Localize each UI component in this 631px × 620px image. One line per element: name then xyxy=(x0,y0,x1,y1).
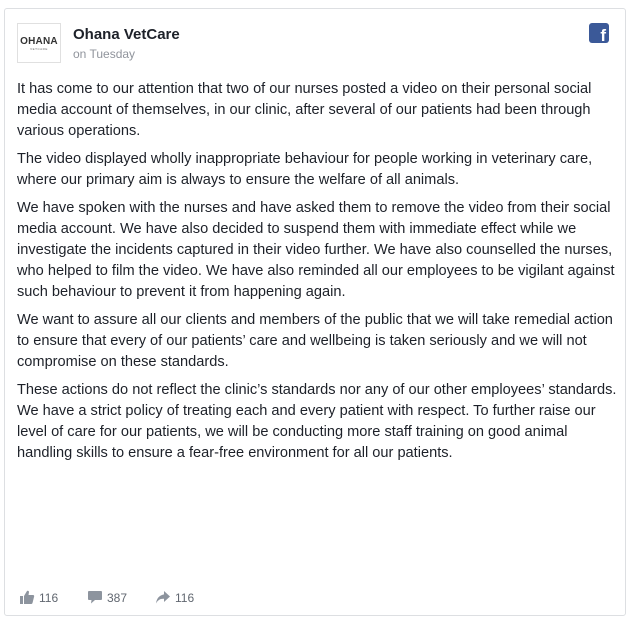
post-paragraph: It has come to our attention that two of our nurses posted a video on their personal social media account of themselves, in our clinic, after several of our patients had been through various operations. xyxy=(17,81,592,139)
logo-text: OHANA xyxy=(20,36,58,47)
post-header xyxy=(5,9,625,69)
post-paragraph: We have spoken with the nurses and have asked them to remove the video from their social media account. We have also decided to suspend them with immediate effect while we investigate the incidents captured in their video further. We have also counselled the nurses, who helped to film the video. We have also reminded all our employees to be vigilant against such behaviour to prevent it from happening again. xyxy=(17,200,615,300)
page-name-link[interactable]: Ohana VetCare xyxy=(73,26,180,43)
logo-subtext: VETCARE xyxy=(30,47,48,51)
post-timestamp[interactable]: on Tuesday xyxy=(73,47,136,61)
post-body xyxy=(17,79,617,471)
facebook-icon: f xyxy=(589,23,609,43)
comment-count: 387 xyxy=(107,591,128,605)
post-paragraph: We want to assure all our clients and members of the public that we will take remedial action to ensure that every of our patients’ care and wellbeing is taken seriously and we will not compromise on these standards. xyxy=(17,312,613,370)
comment-bubble-icon xyxy=(87,590,103,605)
post-card xyxy=(4,8,626,616)
page-logo[interactable] xyxy=(17,23,61,63)
like-count: 116 xyxy=(39,591,59,605)
post-paragraph: The video displayed wholly inappropriate behaviour for people working in veterinary care, where our primary aim is always to ensure the welfare of all animals. xyxy=(17,151,593,188)
thumbs-up-icon xyxy=(19,590,35,605)
share-arrow-icon xyxy=(155,590,171,605)
share-count: 116 xyxy=(175,591,195,605)
post-footer xyxy=(19,589,419,609)
post-paragraph: These actions do not reflect the clinic’s standards nor any of our other employees’ standards. We have a strict policy of treating each and every patient with respect. To further raise our level of care for our patients, we will be conducting more staff training on good animal handling skills to ensure a fear-free environment for all our patients. xyxy=(17,382,617,461)
